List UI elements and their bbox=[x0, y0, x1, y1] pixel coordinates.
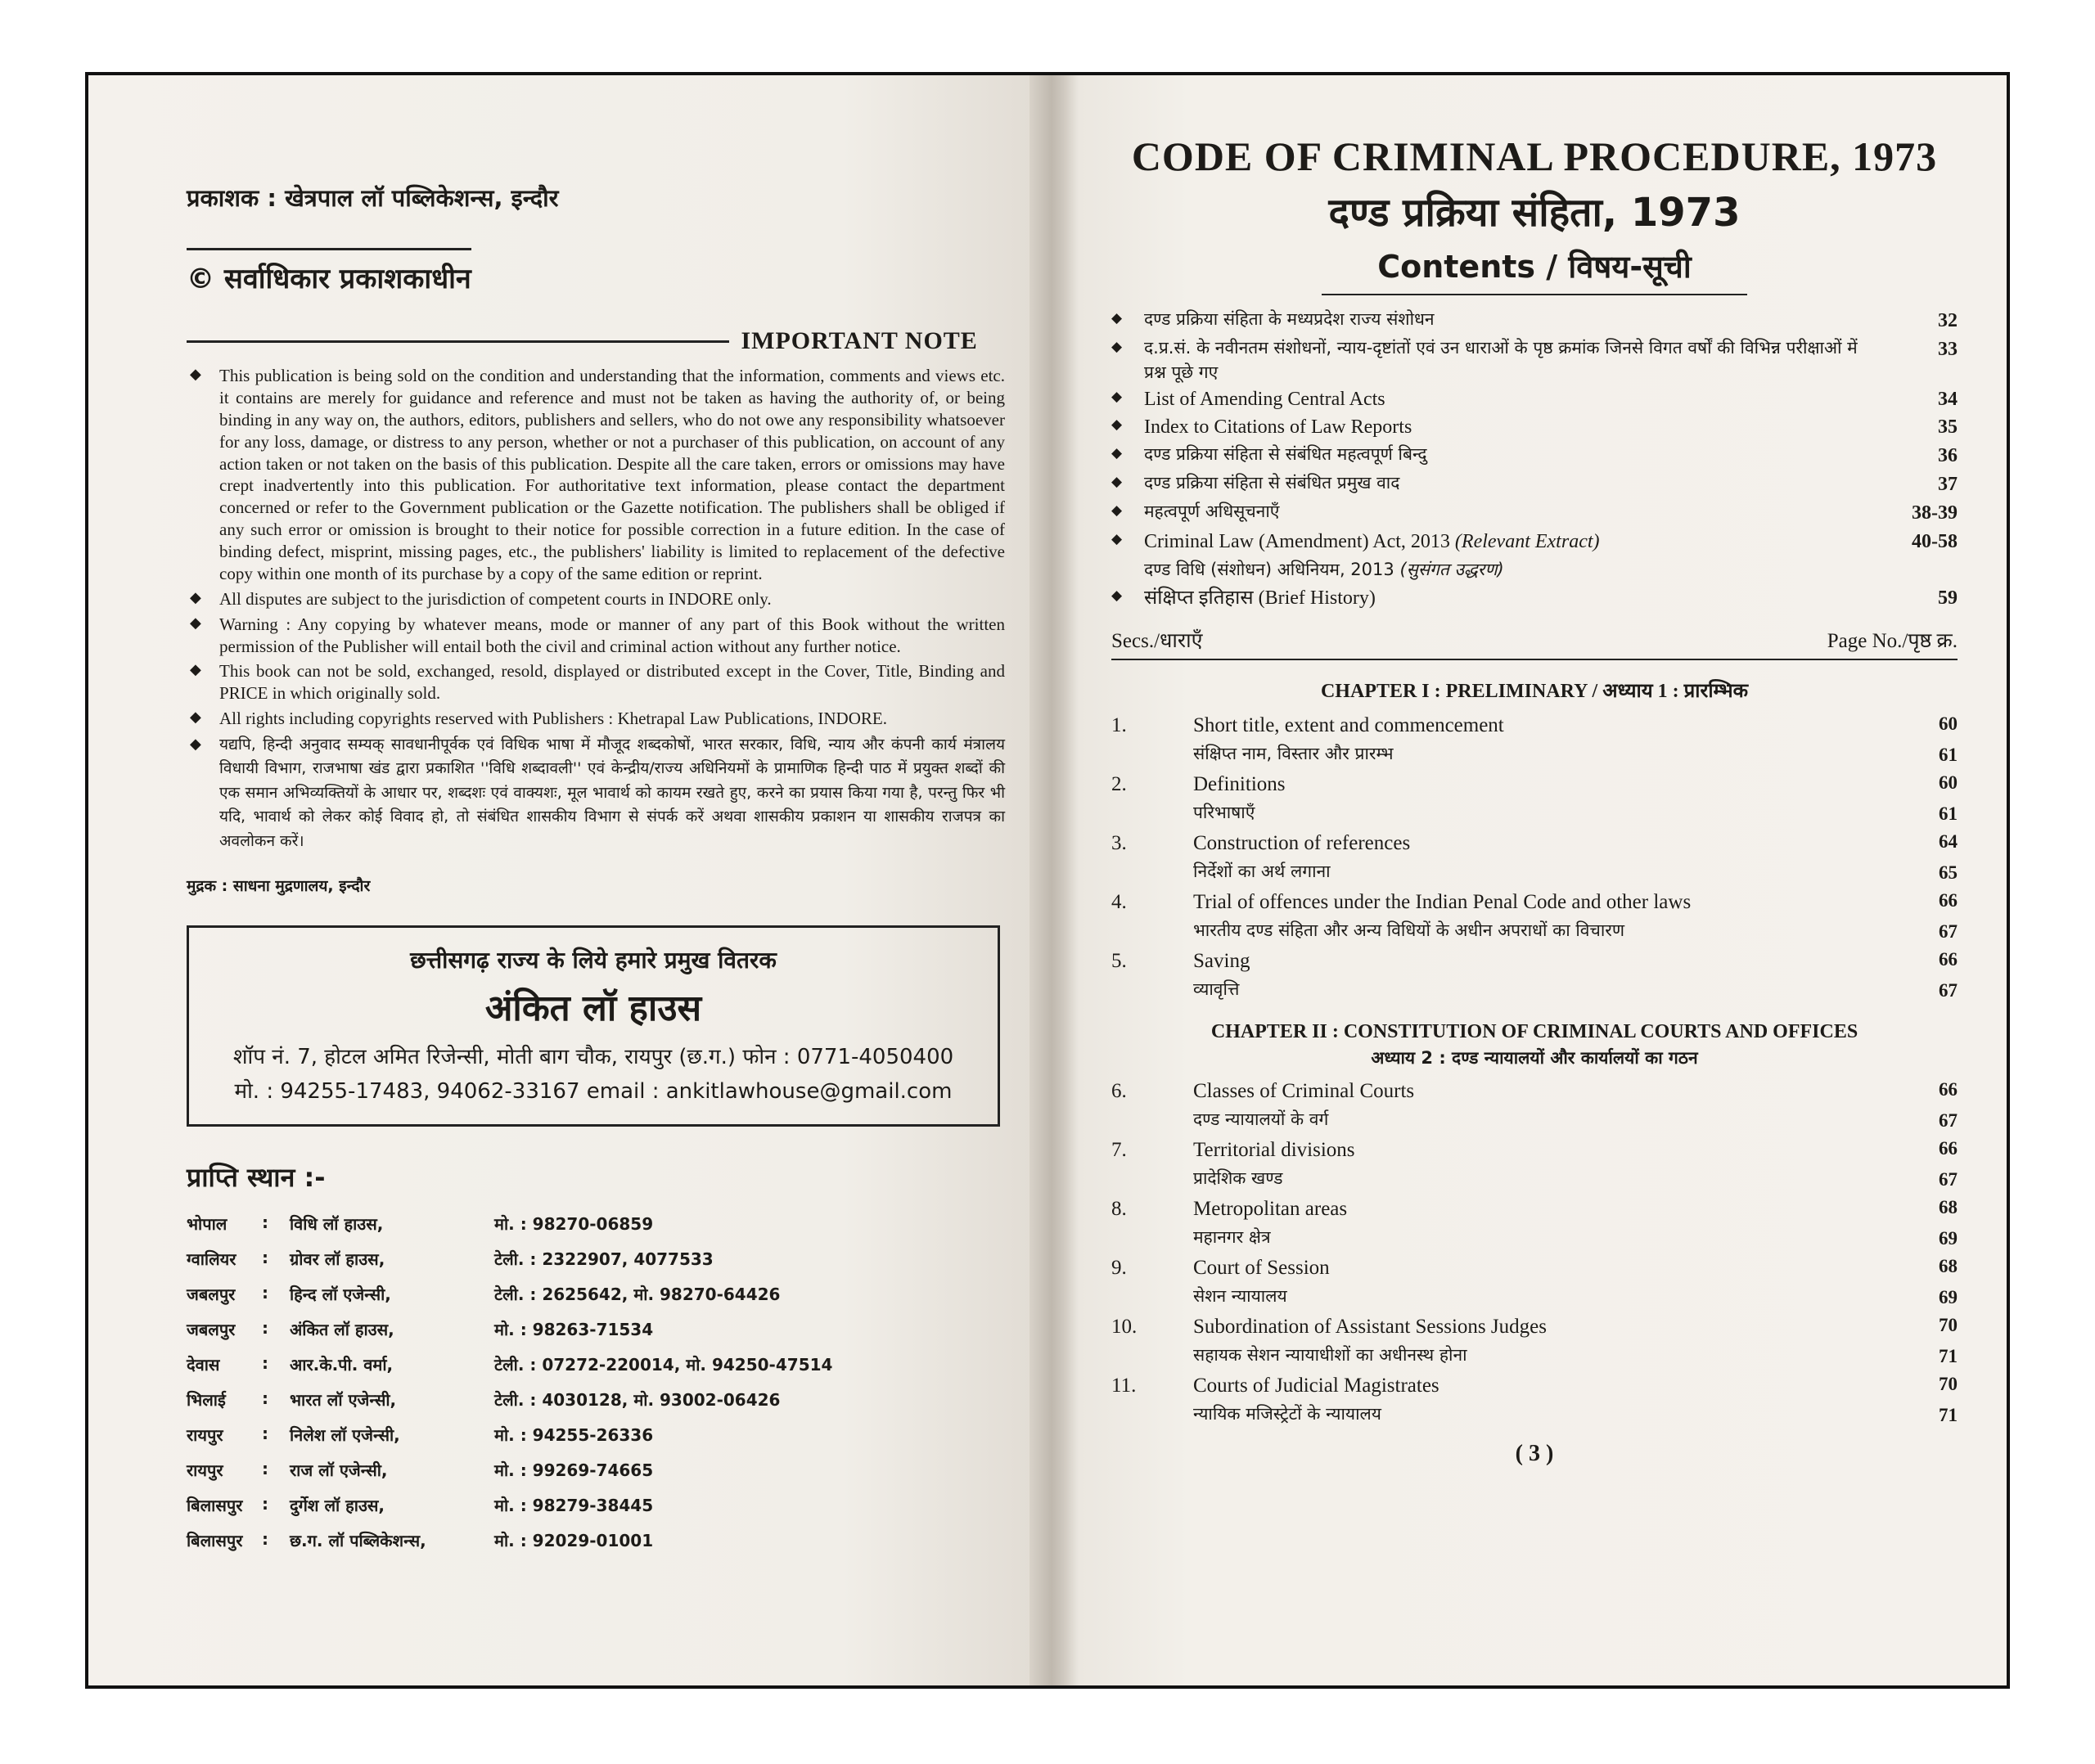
availability-city: रायपुर bbox=[187, 1460, 223, 1481]
section-row-hindi bbox=[1111, 859, 1958, 888]
section-row bbox=[1111, 946, 1958, 977]
section-page-en: 70 bbox=[1939, 1374, 1958, 1395]
diamond-bullet-icon: ◆ bbox=[1111, 388, 1123, 404]
section-number-blank bbox=[1111, 1402, 1193, 1430]
toc-item bbox=[1111, 442, 1958, 470]
diamond-bullet-icon: ◆ bbox=[1111, 310, 1123, 326]
availability-phone: मो. : 98279-38445 bbox=[494, 1496, 654, 1516]
section-number: 7. bbox=[1111, 1139, 1127, 1162]
toc-item bbox=[1111, 335, 1958, 385]
toc-item bbox=[1111, 470, 1958, 499]
section-title-hi: महानगर क्षेत्र bbox=[1193, 1226, 1271, 1247]
section-page-en: 66 bbox=[1939, 890, 1958, 911]
section-number: 1. bbox=[1111, 714, 1127, 737]
section-number: 2. bbox=[1111, 773, 1127, 796]
important-note-title-text: IMPORTANT NOTE bbox=[741, 327, 978, 354]
important-note-title bbox=[187, 327, 1005, 355]
section-title-hi: व्यावृत्ति bbox=[1193, 979, 1240, 999]
diamond-bullet-icon: ◆ bbox=[1111, 530, 1123, 547]
toc-item-page: 33 bbox=[1938, 338, 1958, 360]
toc-item-page: 38-39 bbox=[1912, 502, 1958, 524]
toc-item-text: दण्ड प्रक्रिया संहिता के मध्यप्रदेश राज्य संशोधन bbox=[1144, 309, 1435, 329]
publisher-line: प्रकाशक : खेत्रपाल लॉ पब्लिकेशन्स, इन्दौर bbox=[187, 184, 559, 212]
section-title-hi: संक्षिप्त नाम, विस्तार और प्रारम्भ bbox=[1193, 743, 1394, 763]
toc-amendment-hi-italic: (सुसंगत उद्धरण) bbox=[1399, 560, 1504, 580]
section-page-en: 66 bbox=[1939, 949, 1958, 970]
section-title-hi: भारतीय दण्ड संहिता और अन्य विधियों के अधीन अपराधों का विचारण bbox=[1193, 920, 1625, 940]
title-english: CODE OF CRIMINAL PROCEDURE, 1973 bbox=[1131, 133, 1938, 179]
note-item bbox=[187, 660, 1005, 704]
toc-item bbox=[1111, 584, 1958, 613]
diamond-bullet-icon: ◆ bbox=[190, 709, 201, 726]
book-gutter bbox=[1029, 75, 1079, 1685]
availability-shop: विधि लॉ हाउस, bbox=[290, 1214, 384, 1235]
availability-city: भोपाल bbox=[187, 1214, 228, 1235]
section-row bbox=[1111, 1135, 1958, 1166]
section-number-blank bbox=[1111, 1166, 1193, 1195]
availability-row bbox=[187, 1382, 832, 1417]
section-row bbox=[1111, 1312, 1958, 1343]
section-page-hi: 69 bbox=[1939, 1227, 1958, 1249]
section-page-en: 64 bbox=[1939, 831, 1958, 853]
section-row-hindi bbox=[1111, 918, 1958, 947]
section-number-blank bbox=[1111, 1343, 1193, 1371]
note-item bbox=[187, 588, 1005, 610]
toc-item bbox=[1111, 385, 1958, 414]
availability-shop: निलेश लॉ एजेन्सी, bbox=[290, 1425, 400, 1446]
page-label: Page No./पृष्ठ क्र. bbox=[1827, 630, 1958, 653]
toc-item-text: महत्वपूर्ण अधिसूचनाएँ bbox=[1144, 501, 1280, 521]
important-note-list bbox=[187, 365, 1005, 853]
section-number: 9. bbox=[1111, 1257, 1127, 1280]
section-page-hi: 69 bbox=[1939, 1286, 1958, 1307]
left-page bbox=[88, 75, 1029, 1685]
section-row bbox=[1111, 1253, 1958, 1284]
availability-sep: : bbox=[262, 1213, 268, 1233]
chapter-1-heading: CHAPTER I : PRELIMINARY / अध्याय 1 : प्रारम्भिक bbox=[1320, 681, 1749, 703]
availability-shop: हिन्द लॉ एजेन्सी, bbox=[290, 1285, 391, 1305]
section-title-hi: सहायक सेशन न्यायाधीशों का अधीनस्थ होना bbox=[1193, 1344, 1467, 1365]
availability-city: बिलासपुर bbox=[187, 1531, 243, 1551]
availability-phone: टेली. : 4030128, मो. 93002-06426 bbox=[494, 1390, 781, 1411]
section-page-en: 66 bbox=[1939, 1079, 1958, 1100]
copyright-line: © सर्वाधिकार प्रकाशकाधीन bbox=[187, 248, 471, 296]
toc-item-page: 36 bbox=[1938, 445, 1958, 467]
availability-sep: : bbox=[262, 1388, 268, 1409]
section-title-en: Classes of Criminal Courts bbox=[1193, 1080, 1415, 1103]
section-row bbox=[1111, 710, 1958, 741]
section-title-en: Trial of offences under the Indian Penal Code and other laws bbox=[1193, 891, 1692, 914]
section-title-en: Saving bbox=[1193, 950, 1250, 973]
section-title-en: Subordination of Assistant Sessions Judges bbox=[1193, 1316, 1547, 1339]
section-title-en: Territorial divisions bbox=[1193, 1139, 1355, 1162]
note-text: All disputes are subject to the jurisdiction of competent courts in INDORE only. bbox=[219, 588, 772, 609]
availability-phone: टेली. : 2625642, मो. 98270-64426 bbox=[494, 1285, 781, 1305]
chapter-2-heading-hindi: अध्याय 2 : दण्ड न्यायालयों और कार्यालयों का गठन bbox=[1371, 1048, 1698, 1069]
section-row bbox=[1111, 1076, 1958, 1107]
note-text: Warning : Any copying by whatever means, mode or manner of any part of this Book without the written permission of the Publisher will entail both the civil and criminal action without any further notice. bbox=[219, 614, 1005, 656]
toc-item-page: 35 bbox=[1938, 416, 1958, 439]
toc-list-tail bbox=[1111, 528, 1958, 613]
availability-shop: अंकित लॉ हाउस, bbox=[290, 1320, 394, 1340]
availability-phone: मो. : 98270-06859 bbox=[494, 1214, 654, 1235]
availability-sep: : bbox=[262, 1318, 268, 1339]
note-item bbox=[187, 614, 1005, 658]
availability-row bbox=[187, 1312, 832, 1347]
availability-phone: टेली. : 2322907, 4077533 bbox=[494, 1249, 714, 1270]
section-row-hindi bbox=[1111, 1166, 1958, 1195]
book-spread bbox=[85, 72, 2010, 1689]
section-number-blank bbox=[1111, 1225, 1193, 1253]
section-number: 11. bbox=[1111, 1375, 1137, 1397]
distributor-heading: छत्तीसगढ़ राज्य के लिये हमारे प्रमुख वितरक bbox=[410, 947, 777, 974]
note-text: All rights including copyrights reserved with Publishers : Khetrapal Law Publications, INDORE. bbox=[219, 709, 887, 729]
toc-item-page: 34 bbox=[1938, 388, 1958, 410]
section-page-hi: 71 bbox=[1939, 1404, 1958, 1425]
toc-item bbox=[1111, 413, 1958, 442]
section-page-hi: 71 bbox=[1939, 1345, 1958, 1366]
toc-item-page: 40-58 bbox=[1912, 530, 1958, 552]
section-title-hi: परिभाषाएँ bbox=[1193, 802, 1255, 822]
toc-amendment-en: Criminal Law (Amendment) Act, 2013 bbox=[1144, 530, 1455, 552]
availability-phone: मो. : 92029-01001 bbox=[494, 1531, 654, 1551]
section-page-hi: 61 bbox=[1939, 744, 1958, 765]
section-page-hi: 67 bbox=[1939, 979, 1958, 1001]
distributor-contact: मो. : 94255-17483, 94062-33167 email : ankitlawhouse@gmail.com bbox=[234, 1079, 953, 1105]
toc-item-text: द.प्र.सं. के नवीनतम संशोधनों, न्याय-दृष्टांतों एवं उन धाराओं के पृष्ठ क्रमांक जिनसे विगत वर्षों की विभिन्न परीक्षाओं में प्रश्न पूछे गए bbox=[1144, 337, 1858, 383]
availability-shop: ग्रोवर लॉ हाउस, bbox=[290, 1249, 385, 1270]
section-title-hi: सेशन न्यायालय bbox=[1193, 1285, 1287, 1306]
diamond-bullet-icon: ◆ bbox=[1111, 502, 1123, 518]
right-page bbox=[1079, 75, 2007, 1685]
availability-sep: : bbox=[262, 1494, 268, 1514]
section-title-hi: प्रादेशिक खण्ड bbox=[1193, 1168, 1283, 1188]
toc-item bbox=[1111, 499, 1958, 528]
availability-city: जबलपुर bbox=[187, 1285, 236, 1305]
toc-item-text: Index to Citations of Law Reports bbox=[1144, 416, 1412, 439]
section-row bbox=[1111, 1194, 1958, 1225]
availability-sep: : bbox=[262, 1459, 268, 1479]
section-title-hi: निर्देशों का अर्थ लगाना bbox=[1193, 861, 1331, 881]
section-title-en: Metropolitan areas bbox=[1193, 1198, 1348, 1221]
diamond-bullet-icon: ◆ bbox=[1111, 587, 1123, 604]
hindi-note-item bbox=[187, 733, 1005, 853]
section-row-hindi bbox=[1111, 1107, 1958, 1136]
section-row-hindi bbox=[1111, 1402, 1958, 1430]
diamond-bullet-icon: ◆ bbox=[1111, 474, 1123, 490]
availability-phone: मो. : 94255-26336 bbox=[494, 1425, 654, 1446]
section-title-en: Court of Session bbox=[1193, 1257, 1330, 1280]
section-title-en: Courts of Judicial Magistrates bbox=[1193, 1375, 1439, 1397]
diamond-bullet-icon: ◆ bbox=[190, 736, 201, 753]
section-row bbox=[1111, 769, 1958, 800]
section-number-blank bbox=[1111, 1107, 1193, 1136]
chapter-1-sections bbox=[1111, 710, 1958, 1005]
secs-label: Secs./धाराएँ bbox=[1111, 630, 1203, 653]
availability-sep: : bbox=[262, 1353, 268, 1374]
chapter-2-heading: CHAPTER II : CONSTITUTION OF CRIMINAL COURTS AND OFFICES bbox=[1210, 1021, 1858, 1043]
section-page-en: 68 bbox=[1939, 1256, 1958, 1277]
availability-city: देवास bbox=[187, 1355, 220, 1375]
availability-row bbox=[187, 1452, 832, 1487]
availability-shop: आर.के.पी. वर्मा, bbox=[290, 1355, 394, 1375]
toc-item-text bbox=[1144, 528, 1884, 585]
section-number: 3. bbox=[1111, 832, 1127, 855]
section-row-hindi bbox=[1111, 977, 1958, 1006]
availability-city: ग्वालियर bbox=[187, 1249, 237, 1270]
toc-item-text: दण्ड प्रक्रिया संहिता से संबंधित प्रमुख वाद bbox=[1144, 473, 1400, 493]
section-row-hindi bbox=[1111, 741, 1958, 770]
toc-list bbox=[1111, 307, 1958, 528]
toc-item bbox=[1111, 528, 1958, 585]
section-title-en: Construction of references bbox=[1193, 832, 1411, 855]
diamond-bullet-icon: ◆ bbox=[190, 661, 201, 678]
section-number-blank bbox=[1111, 1284, 1193, 1312]
availability-sep: : bbox=[262, 1529, 268, 1550]
toc-item-page: 37 bbox=[1938, 474, 1958, 496]
note-text: This publication is being sold on the condition and understanding that the information, comments and views etc. it contains are merely for guidance and reference and must not be taken as having the authority of, or being binding in any way on, the authors, editors, publishers and sellers, who do not owe any responsibility whatsoever for any loss, damage, or distress to any person, whether or not a purchaser of this publication, on account of any action taken or not taken on the basis of this publication. Despite all the care taken, errors or omissions may have crept inadvertently into this publication. For authoritative text information, please contact the department concerned or refer to the Government publication or the Gazette notification. The publishers shall be obliged if any such error or omission is brought to their notice for possible correction in a future edition. In the case of binding defect, misprint, missing pages, etc., the publishers' liability is limited to replacement of the defective copy within one month of its purchase by a copy of the same edition or reprint. bbox=[219, 366, 1005, 583]
availability-phone: टेली. : 07272-220014, मो. 94250-47514 bbox=[494, 1355, 833, 1375]
diamond-bullet-icon: ◆ bbox=[190, 614, 201, 631]
diamond-bullet-icon: ◆ bbox=[190, 588, 201, 605]
availability-row bbox=[187, 1347, 832, 1382]
section-page-en: 70 bbox=[1939, 1315, 1958, 1336]
section-number: 4. bbox=[1111, 891, 1127, 914]
page-number: ( 3 ) bbox=[1515, 1441, 1554, 1467]
toc-amendment-en-italic: (Relevant Extract) bbox=[1454, 530, 1600, 552]
hindi-note-text: यद्यपि, हिन्दी अनुवाद सम्यक् सावधानीपूर्वक एवं विधिक भाषा में मौजूद शब्दकोषों, भारत सरकार, विधि, न्याय और कंपनी कार्य मंत्रालय विधायी विभाग, राजभाषा खंड द्वारा प्रकाशित ''विधि शब्दावली'' एवं केन्द्रीय/राज्य अधिनियमों के प्रामाणिक हिन्दी पाठ में प्रयुक्त शब्दों की एक समान अभिव्यक्तियों के आधार पर, शब्दशः एवं वाक्यशः, मूल भावार्थ को कायम रखते हुए, करने का प्रयास किया गया है, परन्तु फिर भी यदि, भावार्थ को लेकर कोई विवाद हो, तो संबंधित शासकीय विभाग से संपर्क करें अथवा शासकीय प्रकाशन या शासकीय राजपत्र का अवलोकन करें। bbox=[219, 736, 1005, 850]
note-text: This book can not be sold, exchanged, resold, displayed or distributed except in the Cover, Title, Binding and PRICE in which originally sold. bbox=[219, 661, 1005, 704]
availability-city: जबलपुर bbox=[187, 1320, 236, 1340]
availability-phone: मो. : 98263-71534 bbox=[494, 1320, 654, 1340]
section-row-hindi bbox=[1111, 1284, 1958, 1312]
toc-amendment-hi: दण्ड विधि (संशोधन) अधिनियम, 2013 bbox=[1144, 560, 1400, 580]
printer-line: मुद्रक : साधना मुद्रणालय, इन्दौर bbox=[187, 877, 371, 896]
section-number: 6. bbox=[1111, 1080, 1127, 1103]
availability-city: रायपुर bbox=[187, 1425, 223, 1446]
section-title-hi: न्यायिक मजिस्ट्रेटों के न्यायालय bbox=[1193, 1403, 1381, 1424]
availability-sep: : bbox=[262, 1248, 268, 1268]
section-page-hi: 65 bbox=[1939, 862, 1958, 883]
toc-item-text: संक्षिप्त इतिहास (Brief History) bbox=[1144, 587, 1376, 610]
section-page-hi: 67 bbox=[1939, 1109, 1958, 1131]
section-page-en: 68 bbox=[1939, 1197, 1958, 1218]
section-row-hindi bbox=[1111, 1225, 1958, 1253]
section-page-hi: 67 bbox=[1939, 1168, 1958, 1190]
section-page-en: 60 bbox=[1939, 713, 1958, 735]
section-number-blank bbox=[1111, 741, 1193, 770]
section-page-hi: 61 bbox=[1939, 803, 1958, 824]
chapter-2-sections bbox=[1111, 1076, 1958, 1429]
note-item bbox=[187, 708, 1005, 730]
diamond-bullet-icon: ◆ bbox=[1111, 416, 1123, 433]
toc-item-text: दण्ड प्रक्रिया संहिता से संबंधित महत्वपूर्ण बिन्दु bbox=[1144, 444, 1427, 465]
distributor-box bbox=[187, 925, 1000, 1127]
toc-item-text: List of Amending Central Acts bbox=[1144, 388, 1385, 410]
availability-sep: : bbox=[262, 1283, 268, 1303]
availability-row bbox=[187, 1487, 832, 1523]
availability-row bbox=[187, 1206, 832, 1241]
availability-row bbox=[187, 1523, 832, 1558]
availability-row bbox=[187, 1417, 832, 1452]
section-row bbox=[1111, 828, 1958, 859]
availability-shop: दुर्गेश लॉ हाउस, bbox=[290, 1496, 385, 1516]
section-number: 8. bbox=[1111, 1198, 1127, 1221]
availability-table bbox=[187, 1206, 832, 1558]
toc-item-page: 59 bbox=[1938, 587, 1958, 610]
section-row-hindi bbox=[1111, 800, 1958, 829]
availability-shop: राज लॉ एजेन्सी, bbox=[290, 1460, 388, 1481]
section-page-hi: 67 bbox=[1939, 920, 1958, 942]
distributor-name: अंकित लॉ हाउस bbox=[484, 988, 702, 1030]
availability-city: भिलाई bbox=[187, 1390, 226, 1411]
section-row-hindi bbox=[1111, 1343, 1958, 1371]
availability-row bbox=[187, 1241, 832, 1276]
note-item bbox=[187, 365, 1005, 585]
section-page-en: 66 bbox=[1939, 1138, 1958, 1159]
section-number-blank bbox=[1111, 859, 1193, 888]
contents-title: Contents / विषय-सूची bbox=[1322, 245, 1747, 295]
availability-phone: मो. : 99269-74665 bbox=[494, 1460, 654, 1481]
section-title-en: Short title, extent and commencement bbox=[1193, 714, 1504, 737]
diamond-bullet-icon: ◆ bbox=[1111, 338, 1123, 354]
section-page-en: 60 bbox=[1939, 772, 1958, 794]
section-title-hi: दण्ड न्यायालयों के वर्ग bbox=[1193, 1109, 1329, 1129]
section-number-blank bbox=[1111, 918, 1193, 947]
section-title-en: Definitions bbox=[1193, 773, 1286, 796]
section-number: 10. bbox=[1111, 1316, 1138, 1339]
sections-header bbox=[1111, 626, 1958, 660]
section-number-blank bbox=[1111, 800, 1193, 829]
availability-title: प्राप्ति स्थान :- bbox=[187, 1162, 326, 1194]
distributor-address: शॉप नं. 7, होटल अमित रिजेन्सी, मोती बाग चौक, रायपुर (छ.ग.) फोन : 0771-4050400 bbox=[232, 1045, 954, 1070]
toc-item-page: 32 bbox=[1938, 310, 1958, 331]
title-hindi: दण्ड प्रक्रिया संहिता, 1973 bbox=[1328, 190, 1741, 236]
diamond-bullet-icon: ◆ bbox=[190, 366, 201, 382]
availability-shop: छ.ग. लॉ पब्लिकेशन्स, bbox=[290, 1531, 426, 1551]
availability-row bbox=[187, 1276, 832, 1312]
section-number-blank bbox=[1111, 977, 1193, 1006]
section-number: 5. bbox=[1111, 950, 1127, 973]
section-row bbox=[1111, 887, 1958, 918]
section-row bbox=[1111, 1370, 1958, 1402]
diamond-bullet-icon: ◆ bbox=[1111, 445, 1123, 461]
availability-city: बिलासपुर bbox=[187, 1496, 243, 1516]
availability-sep: : bbox=[262, 1424, 268, 1444]
availability-shop: भारत लॉ एजेन्सी, bbox=[290, 1390, 397, 1411]
toc-item bbox=[1111, 307, 1958, 335]
